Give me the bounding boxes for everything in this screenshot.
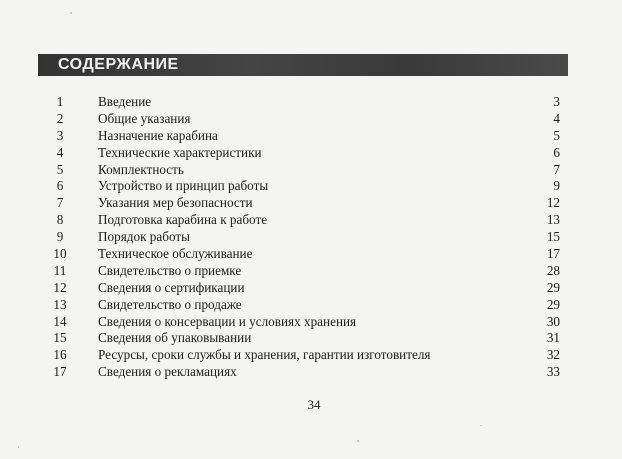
toc-entry-title: Устройство и принцип работы	[98, 178, 269, 194]
toc-entry-title: Технические характеристики	[98, 144, 262, 160]
toc-entry	[40, 94, 560, 111]
toc-entry	[40, 178, 560, 195]
toc-entry-title: Сведения о рекламациях	[98, 364, 237, 380]
toc-entry-page: 3	[553, 94, 560, 109]
scan-speck	[480, 425, 482, 426]
toc-entry-number: 17	[53, 364, 67, 380]
toc-entry-title: Сведения о сертификации	[98, 279, 245, 295]
toc-entry-number: 8	[56, 212, 64, 228]
toc-entry-number: 6	[56, 178, 64, 194]
toc-entry-page: 32	[546, 347, 560, 363]
toc-entry-page: 29	[546, 279, 560, 295]
contents-header-bar	[38, 54, 568, 76]
toc-entry	[40, 314, 560, 331]
toc-entry-page: 17	[546, 246, 560, 262]
toc-entry-page: 9	[553, 178, 560, 194]
contents-title: СОДЕРЖАНИЕ	[58, 56, 179, 73]
toc-entry	[40, 280, 560, 297]
scan-speck	[70, 12, 72, 14]
scan-speck	[18, 446, 19, 448]
toc-entry-title: Сведения об упаковывании	[98, 330, 252, 346]
toc-entry-number: 9	[56, 229, 64, 245]
toc-entry-page: 6	[553, 144, 560, 160]
toc-entry-title: Сведения о консервации и условиях хранения	[98, 313, 357, 329]
toc-entry-page: 29	[546, 296, 560, 312]
toc-entry	[40, 162, 560, 179]
page-number: 34	[307, 397, 321, 412]
toc-entry-page: 28	[546, 262, 560, 278]
toc-entry	[40, 195, 560, 212]
toc-entry-page: 7	[553, 161, 560, 177]
toc-entry-number: 7	[56, 195, 64, 211]
toc-entry	[40, 212, 560, 229]
toc-entry	[40, 229, 560, 246]
toc-entry-page: 31	[546, 330, 560, 346]
toc-entry-number: 13	[53, 296, 67, 312]
table-of-contents	[40, 94, 560, 381]
toc-entry-number: 16	[53, 347, 67, 363]
toc-entry-number: 10	[53, 246, 67, 262]
toc-entry-number: 3	[56, 127, 64, 143]
toc-entry-number: 11	[53, 262, 67, 278]
toc-entry-title: Общие указания	[98, 110, 191, 126]
toc-entry	[40, 263, 560, 280]
toc-entry	[40, 347, 560, 364]
toc-entry	[40, 111, 560, 128]
toc-entry-title: Комплектность	[98, 161, 184, 177]
toc-entry-page: 15	[546, 229, 560, 245]
toc-entry	[40, 364, 560, 381]
toc-entry-title: Указания мер безопасности	[98, 195, 253, 211]
toc-entry-title: Техническое обслуживание	[98, 246, 253, 262]
toc-entry-number: 2	[56, 110, 64, 126]
toc-entry	[40, 128, 560, 145]
toc-entry-page: 33	[546, 364, 560, 380]
toc-entry	[40, 297, 560, 314]
toc-entry	[40, 145, 560, 162]
toc-entry-page: 13	[546, 212, 560, 228]
scan-speck	[357, 440, 359, 442]
toc-entry-page: 30	[546, 313, 560, 329]
toc-entry-title: Порядок работы	[98, 229, 190, 245]
toc-entry-page: 5	[553, 127, 560, 143]
toc-entry	[40, 246, 560, 263]
toc-entry-number: 1	[56, 94, 64, 109]
toc-entry-title: Свидетельство о продаже	[98, 296, 242, 312]
toc-entry-title: Подготовка карабина к работе	[98, 212, 268, 228]
toc-entry	[40, 330, 560, 347]
toc-entry-title: Назначение карабина	[98, 127, 218, 143]
toc-entry-title: Свидетельство о приемке	[98, 262, 242, 278]
toc-entry-page: 4	[553, 110, 560, 126]
toc-entry-title: Введение	[98, 94, 152, 109]
toc-entry-page: 12	[546, 195, 560, 211]
toc-entry-number: 14	[53, 313, 67, 329]
toc-entry-number: 12	[53, 279, 67, 295]
toc-entry-number: 15	[53, 330, 67, 346]
toc-entry-number: 5	[56, 161, 64, 177]
toc-entry-number: 4	[56, 144, 64, 160]
toc-entry-title: Ресурсы, сроки службы и хранения, гарантии изготовителя	[98, 347, 431, 363]
